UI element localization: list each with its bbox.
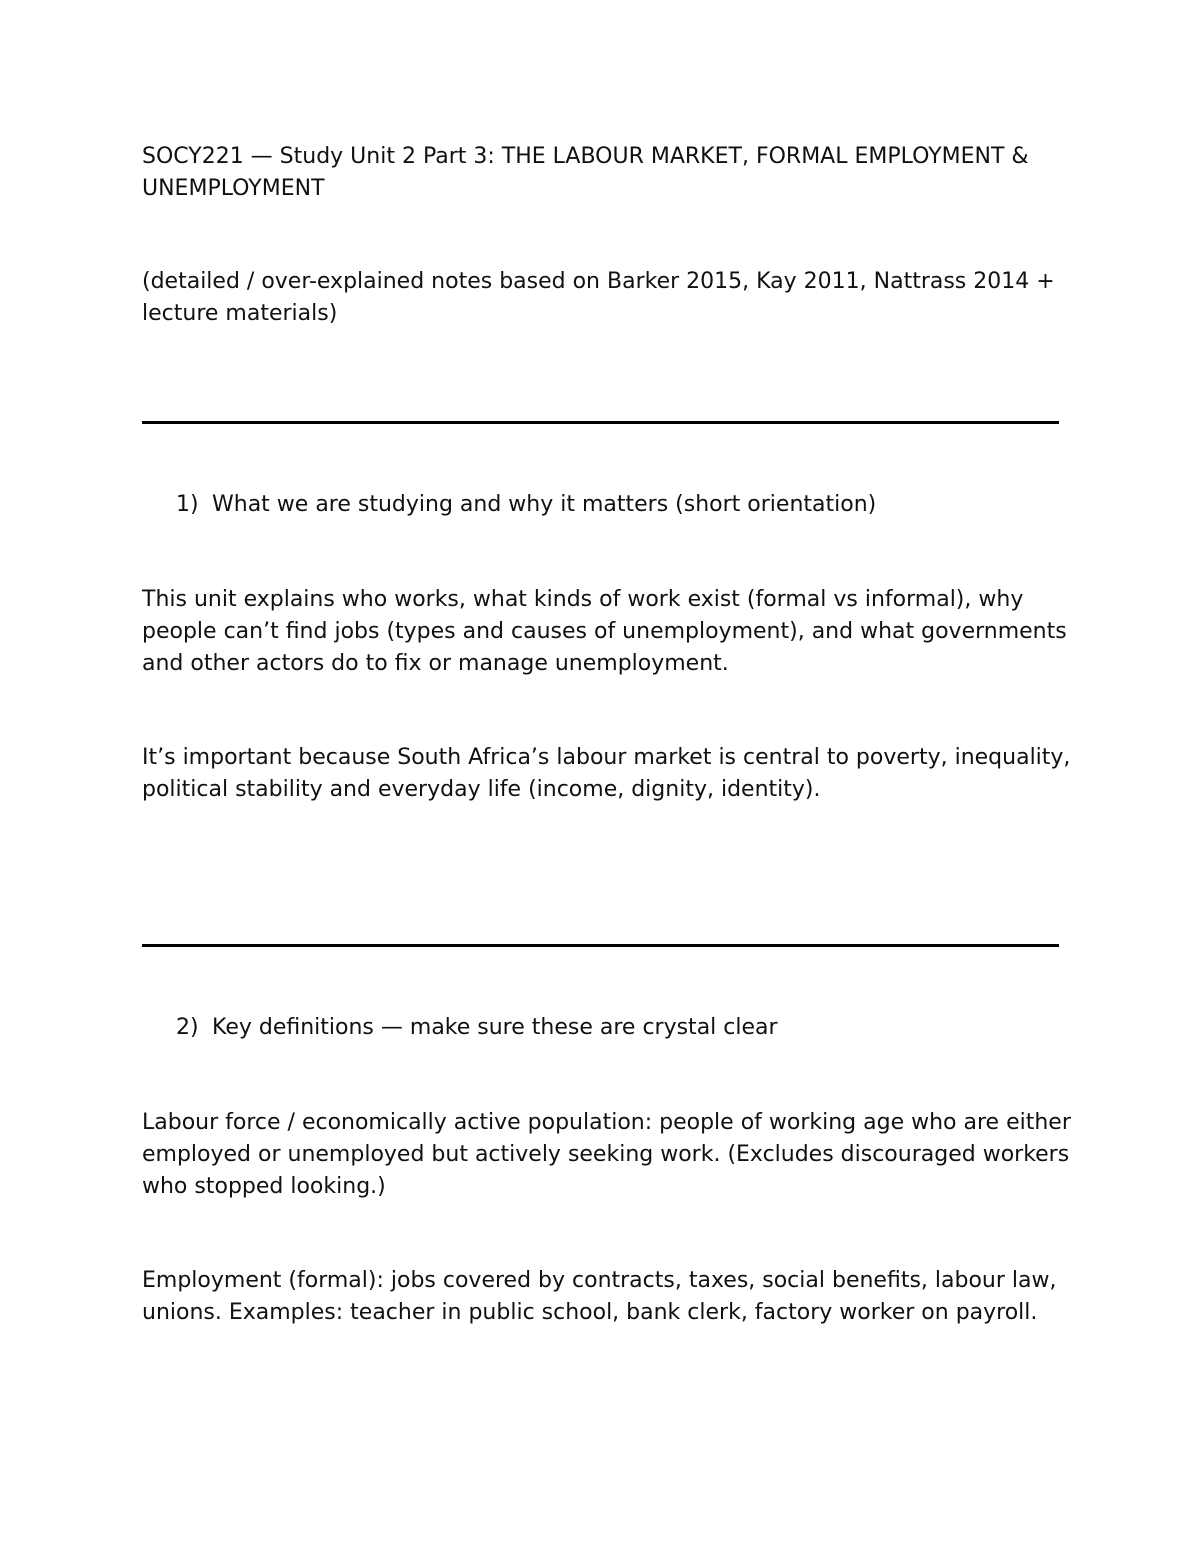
section-1-heading xyxy=(176,489,876,521)
section-1-paragraph-1: This unit explains who works, what kinds of work exist (formal vs informal), why people can’t find jobs (types and causes of unemployment), and what governments and other actors do to fix or manage unemployment. xyxy=(142,587,1067,676)
section-1-number: 1) xyxy=(176,492,199,517)
section-1-paragraph-2: It’s important because South Africa’s labour market is central to poverty, inequality, political stability and everyday life (income, dignity, identity). xyxy=(142,745,1071,802)
section-2-paragraph-1: Labour force / economically active population: people of working age who are either employed or unemployed but actively seeking work. (Excludes discouraged workers who stopped looking.) xyxy=(142,1110,1071,1199)
horizontal-rule xyxy=(142,944,1059,947)
section-2-heading xyxy=(176,1012,778,1044)
document-subtitle: (detailed / over-explained notes based on Barker 2015, Kay 2011, Nattrass 2014 + lecture materials) xyxy=(142,269,1055,326)
section-2-title: Key definitions — make sure these are crystal clear xyxy=(212,1015,778,1040)
section-1-title: What we are studying and why it matters (short orientation) xyxy=(212,492,877,517)
section-2-paragraph-2: Employment (formal): jobs covered by contracts, taxes, social benefits, labour law, unions. Examples: teacher in public school, bank clerk, factory worker on payroll. xyxy=(142,1268,1057,1325)
document-title: SOCY221 — Study Unit 2 Part 3: THE LABOUR MARKET, FORMAL EMPLOYMENT & UNEMPLOYMENT xyxy=(142,144,1029,201)
section-2-number: 2) xyxy=(176,1015,199,1040)
horizontal-rule xyxy=(142,421,1059,424)
